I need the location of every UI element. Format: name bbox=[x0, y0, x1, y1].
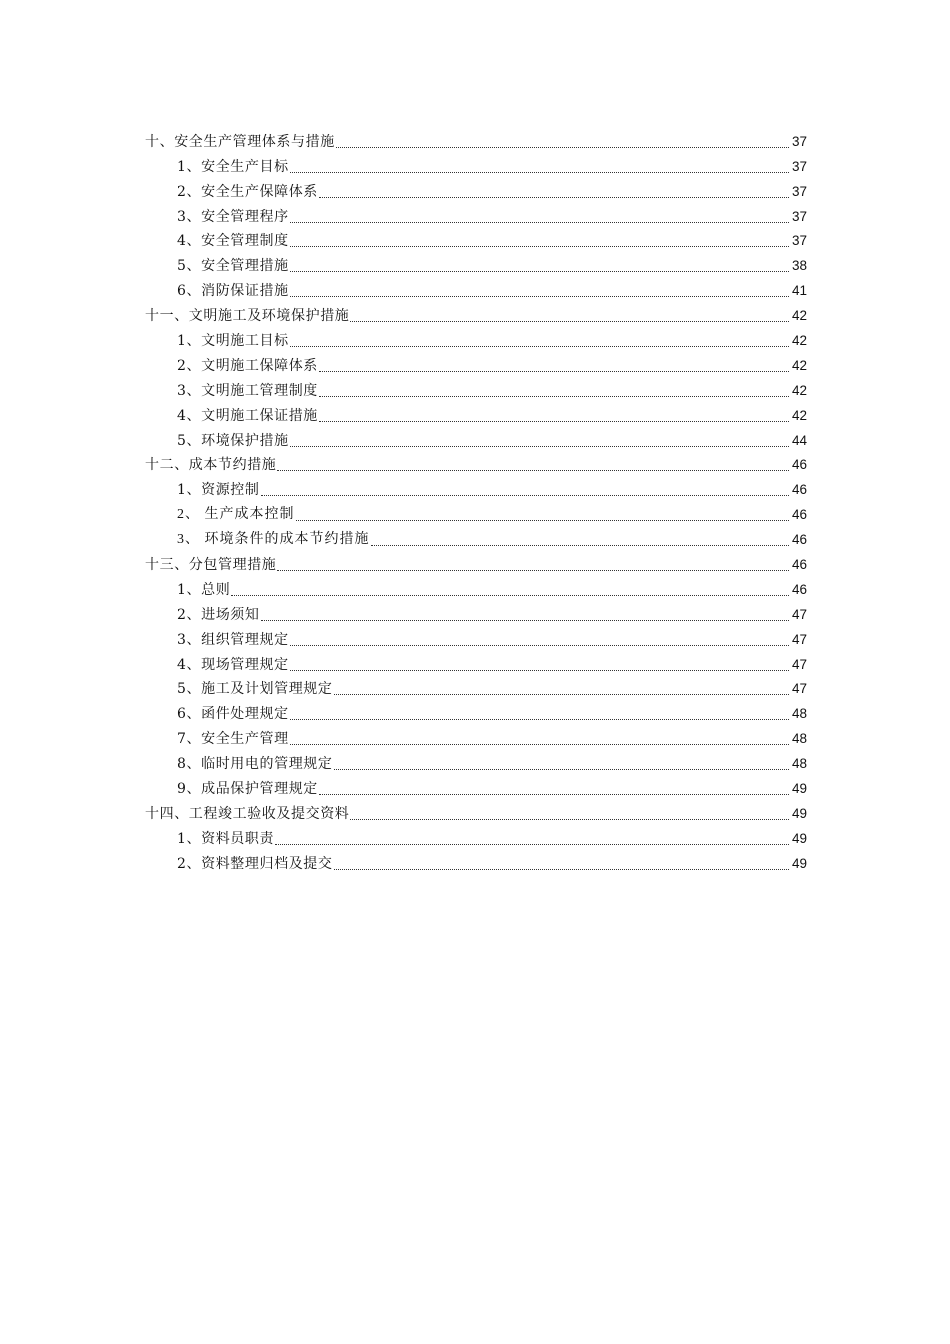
toc-section-entry[interactable] bbox=[145, 748, 807, 773]
toc-entry-title: 十、安全生产管理体系与措施 bbox=[145, 133, 335, 150]
toc-entry-title: 1、总则 bbox=[177, 581, 231, 598]
toc-page-number: 42 bbox=[791, 357, 807, 373]
toc-page-number: 46 bbox=[791, 457, 807, 473]
toc-entry-title: 2、资料整理归档及提交 bbox=[177, 855, 333, 872]
toc-dot-leader bbox=[261, 619, 789, 621]
toc-page-number: 49 bbox=[791, 805, 807, 821]
toc-page-number: 46 bbox=[791, 557, 807, 573]
toc-entry-title: 十三、分包管理措施 bbox=[145, 557, 277, 574]
toc-entry-title: 5、施工及计划管理规定 bbox=[177, 681, 333, 698]
toc-dot-leader bbox=[290, 718, 789, 720]
toc-entry-title: 3、组织管理规定 bbox=[177, 631, 289, 648]
toc-entry-title: 1、安全生产目标 bbox=[177, 158, 289, 175]
toc-dot-leader bbox=[290, 171, 789, 173]
toc-page-number: 48 bbox=[791, 731, 807, 747]
toc-entry-title: 4、现场管理规定 bbox=[177, 656, 289, 673]
toc-dot-leader bbox=[290, 295, 789, 297]
toc-entry-title: 5、环境保护措施 bbox=[177, 432, 289, 449]
toc-page-number: 42 bbox=[791, 407, 807, 423]
toc-page-number: 37 bbox=[791, 183, 807, 199]
toc-section-entry[interactable] bbox=[145, 574, 807, 599]
toc-page-number: 42 bbox=[791, 333, 807, 349]
toc-dot-leader bbox=[296, 519, 790, 521]
toc-page-number: 47 bbox=[791, 681, 807, 697]
toc-section-entry[interactable] bbox=[145, 151, 807, 176]
toc-entry-title: 6、函件处理规定 bbox=[177, 706, 289, 723]
toc-dot-leader bbox=[336, 146, 789, 148]
toc-dot-leader bbox=[371, 544, 790, 546]
toc-page-number: 46 bbox=[791, 532, 807, 548]
toc-section-entry[interactable] bbox=[145, 176, 807, 201]
toc-dot-leader bbox=[319, 420, 789, 422]
toc-section-entry[interactable] bbox=[145, 325, 807, 350]
toc-section-entry[interactable] bbox=[145, 201, 807, 226]
toc-section-entry[interactable] bbox=[145, 425, 807, 450]
toc-section-entry[interactable] bbox=[145, 773, 807, 798]
toc-entry-title: 1、资源控制 bbox=[177, 482, 260, 499]
toc-page-number: 47 bbox=[791, 631, 807, 647]
toc-section-entry[interactable] bbox=[145, 599, 807, 624]
toc-page-number: 49 bbox=[791, 781, 807, 797]
toc-dot-leader bbox=[290, 270, 789, 272]
toc-dot-leader bbox=[319, 196, 789, 198]
toc-section-entry[interactable] bbox=[145, 848, 807, 873]
toc-entry-title: 6、消防保证措施 bbox=[177, 283, 289, 300]
toc-dot-leader bbox=[334, 693, 789, 695]
toc-dot-leader bbox=[319, 370, 789, 372]
toc-section-entry[interactable] bbox=[145, 499, 807, 524]
toc-section-entry[interactable] bbox=[145, 375, 807, 400]
toc-dot-leader bbox=[350, 818, 789, 820]
toc-chapter-entry[interactable] bbox=[145, 126, 807, 151]
toc-entry-title: 8、临时用电的管理规定 bbox=[177, 756, 333, 773]
toc-page-number: 37 bbox=[791, 133, 807, 149]
toc-entry-title: 十四、工程竣工验收及提交资料 bbox=[145, 805, 350, 822]
toc-dot-leader bbox=[290, 644, 789, 646]
toc-section-entry[interactable] bbox=[145, 474, 807, 499]
toc-entry-title: 2、进场须知 bbox=[177, 606, 260, 623]
toc-section-entry[interactable] bbox=[145, 674, 807, 699]
toc-dot-leader bbox=[290, 245, 789, 247]
toc-page-number: 37 bbox=[791, 233, 807, 249]
toc-dot-leader bbox=[334, 868, 789, 870]
toc-chapter-entry[interactable] bbox=[145, 450, 807, 475]
toc-entry-title: 2、安全生产保障体系 bbox=[177, 183, 318, 200]
toc-dot-leader bbox=[277, 469, 789, 471]
toc-entry-title: 9、成品保护管理规定 bbox=[177, 781, 318, 798]
toc-page-number: 37 bbox=[791, 208, 807, 224]
toc-dot-leader bbox=[277, 569, 789, 571]
toc-section-entry[interactable] bbox=[145, 723, 807, 748]
toc-entry-title: 3、 环境条件的成本节约措施 bbox=[177, 532, 370, 548]
toc-entry-title: 1、文明施工目标 bbox=[177, 333, 289, 350]
toc-section-entry[interactable] bbox=[145, 275, 807, 300]
toc-section-entry[interactable] bbox=[145, 350, 807, 375]
toc-section-entry[interactable] bbox=[145, 823, 807, 848]
toc-section-entry[interactable] bbox=[145, 226, 807, 251]
toc-chapter-entry[interactable] bbox=[145, 798, 807, 823]
toc-entry-title: 4、安全管理制度 bbox=[177, 233, 289, 250]
toc-page-number: 47 bbox=[791, 606, 807, 622]
toc-section-entry[interactable] bbox=[145, 400, 807, 425]
table-of-contents bbox=[145, 126, 807, 873]
toc-dot-leader bbox=[290, 345, 789, 347]
toc-entry-title: 2、 生产成本控制 bbox=[177, 507, 295, 523]
toc-dot-leader bbox=[290, 445, 789, 447]
toc-dot-leader bbox=[319, 793, 789, 795]
toc-entry-title: 3、安全管理程序 bbox=[177, 208, 289, 225]
toc-dot-leader bbox=[319, 395, 789, 397]
toc-dot-leader bbox=[290, 743, 789, 745]
toc-dot-leader bbox=[231, 594, 789, 596]
toc-page-number: 38 bbox=[791, 258, 807, 274]
toc-section-entry[interactable] bbox=[145, 524, 807, 549]
toc-entry-title: 4、文明施工保证措施 bbox=[177, 407, 318, 424]
toc-entry-title: 3、文明施工管理制度 bbox=[177, 382, 318, 399]
toc-page-number: 42 bbox=[791, 382, 807, 398]
toc-entry-title: 5、安全管理措施 bbox=[177, 258, 289, 275]
toc-entry-title: 1、资料员职责 bbox=[177, 830, 275, 847]
toc-page-number: 46 bbox=[791, 507, 807, 523]
toc-dot-leader bbox=[334, 768, 789, 770]
toc-dot-leader bbox=[290, 221, 789, 223]
toc-page-number: 48 bbox=[791, 706, 807, 722]
toc-page-number: 49 bbox=[791, 830, 807, 846]
toc-page-number: 46 bbox=[791, 581, 807, 597]
toc-chapter-entry[interactable] bbox=[145, 300, 807, 325]
toc-dot-leader bbox=[261, 494, 789, 496]
toc-section-entry[interactable] bbox=[145, 250, 807, 275]
toc-page-number: 42 bbox=[791, 308, 807, 324]
toc-page-number: 37 bbox=[791, 158, 807, 174]
toc-chapter-entry[interactable] bbox=[145, 549, 807, 574]
toc-section-entry[interactable] bbox=[145, 624, 807, 649]
toc-section-entry[interactable] bbox=[145, 698, 807, 723]
toc-entry-title: 十一、文明施工及环境保护措施 bbox=[145, 308, 350, 325]
toc-page-number: 48 bbox=[791, 756, 807, 772]
toc-page-number: 41 bbox=[791, 283, 807, 299]
toc-dot-leader bbox=[290, 669, 789, 671]
toc-page-number: 47 bbox=[791, 656, 807, 672]
toc-entry-title: 7、安全生产管理 bbox=[177, 731, 289, 748]
toc-dot-leader bbox=[350, 320, 789, 322]
toc-page-number: 46 bbox=[791, 482, 807, 498]
toc-page-number: 49 bbox=[791, 855, 807, 871]
toc-page-number: 44 bbox=[791, 432, 807, 448]
toc-entry-title: 十二、成本节约措施 bbox=[145, 457, 277, 474]
toc-dot-leader bbox=[275, 843, 789, 845]
toc-entry-title: 2、文明施工保障体系 bbox=[177, 357, 318, 374]
toc-section-entry[interactable] bbox=[145, 649, 807, 674]
